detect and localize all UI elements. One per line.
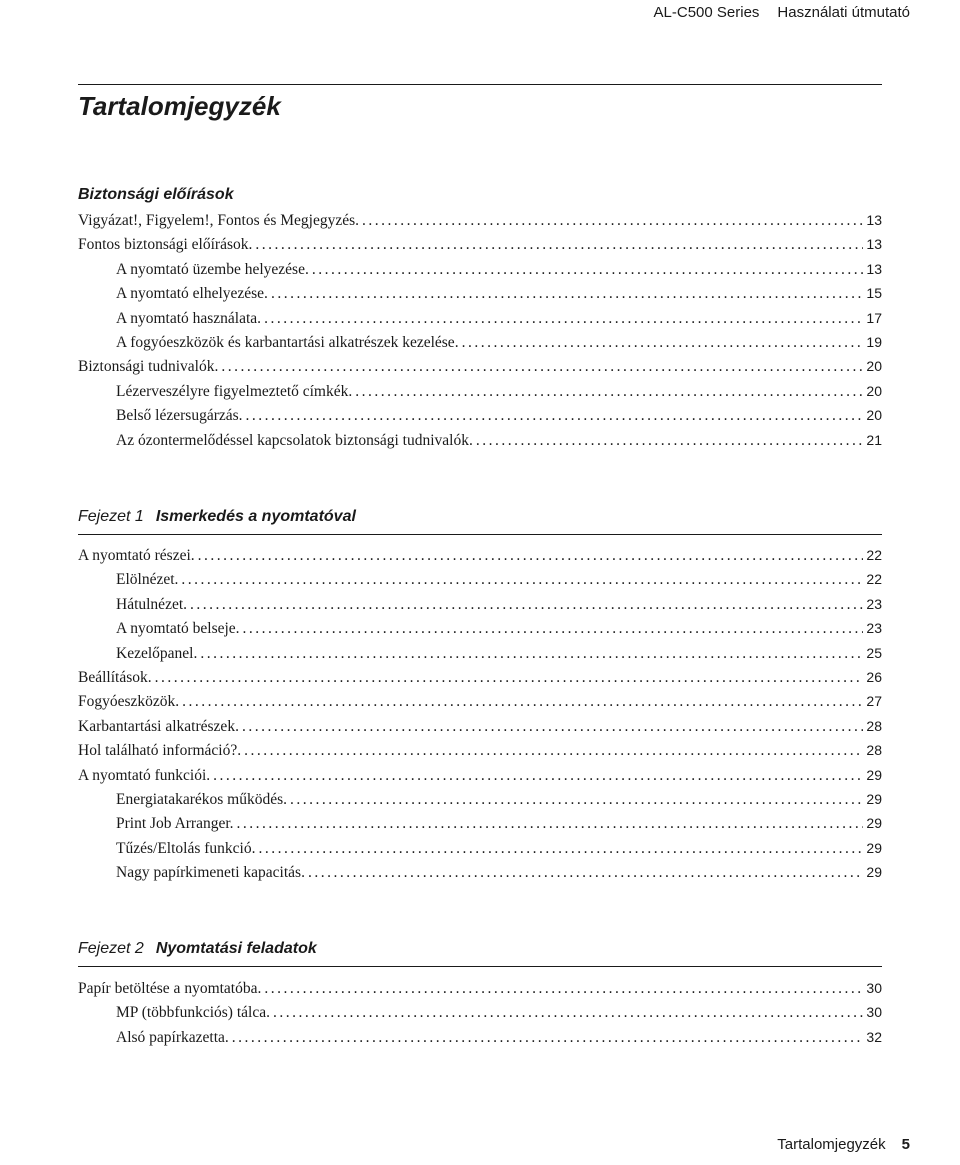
toc-entry-label: Karbantartási alkatrészek. — [78, 717, 239, 735]
dot-leader — [271, 285, 863, 303]
toc-entry[interactable] — [78, 645, 882, 669]
running-footer — [777, 1136, 910, 1153]
running-header — [654, 1, 910, 23]
toc-entry-page: 30 — [866, 1004, 882, 1021]
toc-entry[interactable] — [78, 310, 882, 334]
chapter-heading-1 — [78, 508, 882, 535]
toc-entry[interactable] — [78, 620, 882, 644]
toc-entry-page: 20 — [866, 382, 882, 399]
section-title-safety: Biztonsági előírások — [78, 186, 234, 203]
dot-leader — [242, 718, 863, 736]
toc-entry-label: Nagy papírkimeneti kapacitás. — [116, 864, 305, 882]
toc-entry-page: 23 — [866, 595, 882, 612]
toc-entry[interactable] — [78, 815, 882, 839]
toc-entry-page: 28 — [866, 742, 882, 759]
toc-entry-label: Hátulnézet. — [116, 595, 188, 613]
toc-entry-page: 32 — [866, 1028, 882, 1045]
dot-leader — [190, 596, 863, 614]
chapter-title: Nyomtatási feladatok — [155, 940, 317, 957]
toc-entry-page: 29 — [866, 766, 882, 783]
toc-entry-label: A nyomtató funkciói. — [78, 766, 211, 784]
toc-entry-label: Lézerveszélyre figyelmeztető címkék. — [116, 382, 353, 400]
toc-entry-page: 17 — [866, 309, 882, 326]
toc-entry[interactable] — [78, 767, 882, 791]
toc-entry-label: Kezelőpanel. — [116, 644, 198, 662]
toc-entry-label: Tűzés/Eltolás funkció. — [116, 839, 256, 857]
toc-list-safety — [78, 212, 882, 456]
toc-entry[interactable] — [78, 383, 882, 407]
toc-entry-label: Fontos biztonsági előírások. — [78, 236, 253, 254]
toc-entry-label: Vigyázat!, Figyelem!, Fontos és Megjegyzés. — [78, 212, 360, 229]
toc-entry-page: 30 — [866, 980, 882, 996]
toc-entry-label: Print Job Arranger. — [116, 815, 234, 833]
toc-entry-page: 20 — [866, 407, 882, 424]
toc-entry-label: Papír betöltése a nyomtatóba. — [78, 980, 262, 997]
toc-entry[interactable] — [78, 407, 882, 431]
toc-entry-page: 27 — [866, 693, 882, 710]
dot-leader — [232, 1029, 864, 1047]
dot-leader — [181, 571, 863, 589]
toc-entry-page: 20 — [866, 358, 882, 375]
toc-entry-label: MP (többfunkciós) tálca. — [116, 1004, 270, 1022]
toc-entry[interactable] — [78, 1029, 882, 1053]
footer-label: Tartalomjegyzék — [777, 1136, 886, 1153]
toc-entry[interactable] — [78, 432, 882, 456]
dot-leader — [243, 620, 864, 638]
toc-entry-label: A nyomtató elhelyezése. — [116, 285, 268, 303]
toc-entry-label: Az ózontermelődéssel kapcsolatok biztonsági tudnivalók. — [116, 431, 473, 449]
toc-entry[interactable] — [78, 547, 882, 571]
toc-entry[interactable] — [78, 980, 882, 1004]
dot-leader — [258, 840, 863, 858]
dot-leader — [182, 693, 863, 711]
toc-entry-label: Alsó papírkazetta. — [116, 1028, 229, 1046]
toc-entry-label: A nyomtató belseje. — [116, 620, 240, 638]
dot-leader — [255, 236, 863, 254]
toc-entry[interactable] — [78, 840, 882, 864]
toc-entry[interactable] — [78, 718, 882, 742]
toc-entry-page: 23 — [866, 620, 882, 637]
toc-entry-page: 29 — [866, 839, 882, 856]
chapter-number: Fejezet 2 — [78, 940, 144, 957]
toc-entry[interactable] — [78, 693, 882, 717]
header-series: AL-C500 Series — [653, 3, 760, 21]
dot-leader — [264, 980, 863, 998]
toc-entry-page: 29 — [866, 815, 882, 832]
dot-leader — [244, 742, 863, 760]
toc-entry-page: 29 — [866, 864, 882, 881]
toc-entry-label: Biztonsági tudnivalók. — [78, 358, 219, 376]
dot-leader — [312, 261, 864, 279]
toc-entry[interactable] — [78, 864, 882, 888]
chapter-title: Ismerkedés a nyomtatóval — [155, 508, 356, 525]
toc-entry-page: 13 — [866, 260, 882, 277]
dot-leader — [155, 669, 864, 687]
toc-entry-page: 28 — [866, 717, 882, 734]
toc-entry-page: 19 — [866, 333, 882, 350]
toc-entry-label: Hol található információ?. — [78, 742, 242, 760]
dot-leader — [200, 645, 863, 663]
footer-page-number: 5 — [901, 1136, 910, 1153]
toc-entry-label: Energiatakarékos működés. — [116, 790, 288, 808]
toc-entry[interactable] — [78, 1004, 882, 1028]
toc-entry-label: A nyomtató használata. — [116, 309, 262, 327]
toc-entry-page: 29 — [866, 790, 882, 807]
chapter-heading-2 — [78, 940, 882, 967]
toc-entry[interactable] — [78, 334, 882, 358]
dot-leader — [308, 864, 863, 882]
toc-entry-label: A fogyóeszközök és karbantartási alkatrészek kezelése. — [116, 333, 459, 351]
toc-entry[interactable] — [78, 669, 882, 693]
toc-entry-label: A nyomtató üzembe helyezése. — [116, 260, 309, 278]
toc-entry[interactable] — [78, 571, 882, 595]
chapter-number: Fejezet 1 — [78, 508, 144, 525]
toc-entry-label: A nyomtató részei. — [78, 547, 195, 564]
dot-leader — [237, 815, 864, 833]
dot-leader — [462, 334, 864, 352]
toc-entry[interactable] — [78, 358, 882, 382]
dot-leader — [264, 310, 863, 328]
dot-leader — [476, 432, 864, 450]
header-guide-title: Használati útmutató — [777, 3, 910, 21]
dot-leader — [355, 383, 863, 401]
toc-list-chapter-1 — [78, 547, 882, 888]
dot-leader — [362, 212, 863, 230]
toc-entry-page: 21 — [866, 431, 882, 448]
toc-entry[interactable] — [78, 236, 882, 260]
toc-entry-page: 25 — [866, 644, 882, 661]
toc-entry-page: 26 — [866, 668, 882, 685]
dot-leader — [213, 767, 863, 785]
dot-leader — [273, 1004, 863, 1022]
toc-entry-page: 15 — [866, 285, 882, 302]
toc-entry-page: 22 — [866, 571, 882, 588]
toc-entry[interactable] — [78, 742, 882, 766]
toc-entry[interactable] — [78, 261, 882, 285]
dot-leader — [198, 547, 864, 565]
toc-entry-label: Fogyóeszközök. — [78, 693, 180, 711]
toc-entry[interactable] — [78, 791, 882, 815]
toc-entry-label: Belső lézersugárzás. — [116, 407, 243, 425]
toc-title: Tartalomjegyzék — [78, 84, 882, 123]
toc-entry[interactable] — [78, 285, 882, 309]
toc-entry[interactable] — [78, 596, 882, 620]
dot-leader — [221, 358, 863, 376]
toc-list-chapter-2 — [78, 980, 882, 1053]
toc-entry-page: 13 — [866, 212, 882, 228]
toc-entry[interactable] — [78, 212, 882, 236]
toc-entry-label: Elölnézet. — [116, 571, 179, 589]
toc-entry-page: 13 — [866, 236, 882, 253]
dot-leader — [290, 791, 863, 809]
toc-entry-label: Beállítások. — [78, 668, 152, 686]
dot-leader — [246, 407, 864, 425]
toc-entry-page: 22 — [866, 547, 882, 563]
